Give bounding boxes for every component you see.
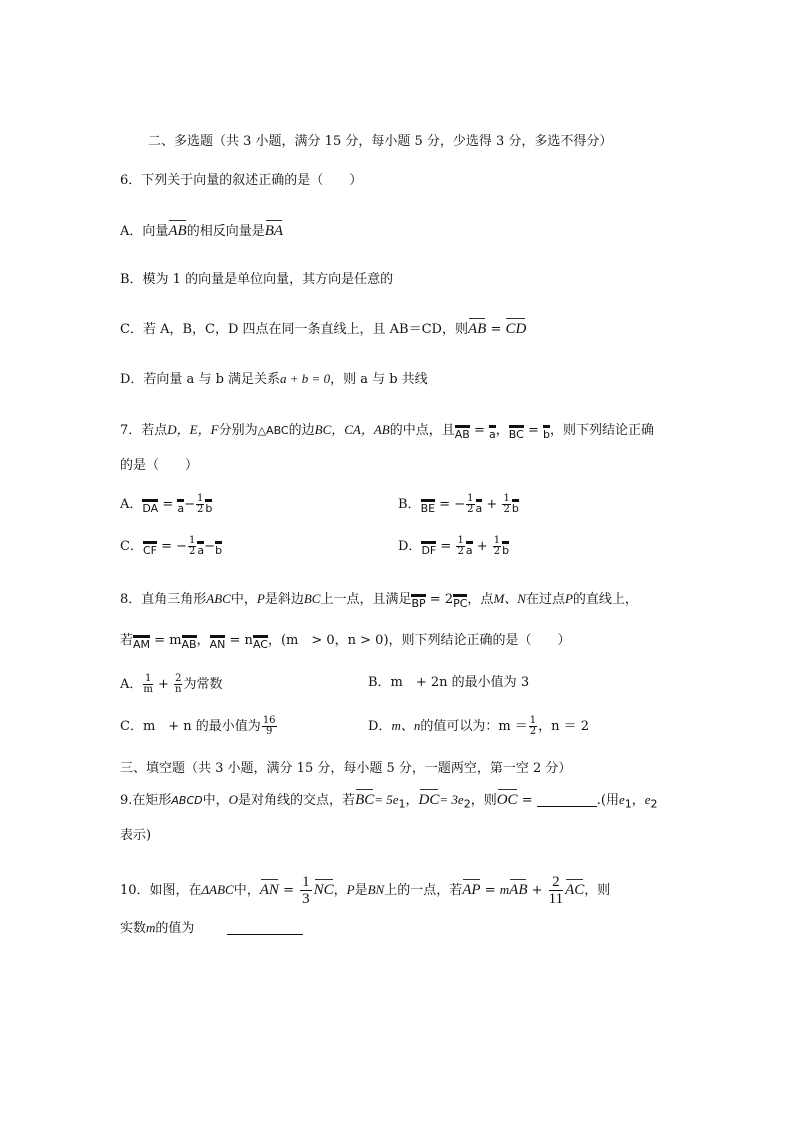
q7-option-d: D．DF = $\frac{1}{2}$ a + $\frac{1}{2}$ b (398, 535, 510, 557)
q8-option-d: D．m、n的值可以为：m ＝ $\frac{1}{2}$ ，n ＝ 2 (368, 715, 590, 737)
section2-heading: 二、多选题（共 3 小题，满分 15 分，每小题 5 分，少选得 3 分，多选不得分） (148, 134, 613, 149)
q7-stem-line2: 的是（ ） (120, 458, 199, 473)
q9-stem-line2: 表示) (120, 828, 152, 843)
q6-option-a: A．向量AB的相反向量是BA (120, 223, 284, 239)
q7-option-a: A．DA = a− $\frac{1}{2}$ b (120, 493, 213, 515)
section3-heading: 三、填空题（共 3 小题，满分 15 分，每小题 5 分，一题两空，第一空 2 分） (120, 761, 572, 776)
q8-option-c: C．m + n 的最小值为 $\frac{16}{9}$ (120, 715, 276, 737)
q6-option-b: B．模为 1 的向量是单位向量，其方向是任意的 (120, 272, 394, 287)
q7-option-c: C．CF = − $\frac{1}{2}$ a−b (120, 535, 223, 557)
q6-option-c: C．若 A，B，C，D 四点在同一条直线上，且 AB＝CD，则AB = CD (120, 321, 527, 337)
q6-option-d: D．若向量 a 与 b 满足关系a + b = 0，则 a 与 b 共线 (120, 371, 428, 387)
q10-stem-line2: 实数m的值为 (120, 919, 303, 938)
q10-answer-blank[interactable] (227, 920, 303, 935)
q7-option-b: B．BE = − $\frac{1}{2}$ a + $\frac{1}{2}$ b (398, 493, 519, 515)
q9-stem: 9.在矩形ABCD中，O是对角线的交点，若$BC= 5e_1$，$DC= 3e_2$，则OC = .(用$e_1$，$e_2$ (120, 792, 658, 811)
q8-stem-line2: 若AM = mAB，AN = nAC，(m > 0，n > 0)，则下列结论正确的是（ ） (120, 633, 571, 651)
q7-stem: 7．若点D，E，F分别为△ABC的边BC，CA，AB的中点，且AB = a，BC = b，则下列结论正确 (120, 422, 655, 441)
q6-stem: 6．下列关于向量的叙述正确的是（ ） (120, 173, 363, 188)
q8-stem: 8．直角三角形ABC中，P是斜边BC上一点，且满足BP = 2PC，点M、N在过点P的直线上， (120, 591, 638, 610)
q9-answer-blank[interactable] (537, 792, 597, 807)
q10-stem: 10．如图，在ΔABC中，AN = $\frac{1}{3}$ NC，P是BN上的一点，若AP = mAB + $\frac{2}{11}$ AC，则 (120, 874, 611, 907)
q8-option-b: B．m + 2n 的最小值为 3 (368, 675, 530, 690)
q8-option-a: A． $\frac{1}{m}$ + $\frac{2}{n}$ 为常数 (120, 673, 223, 695)
